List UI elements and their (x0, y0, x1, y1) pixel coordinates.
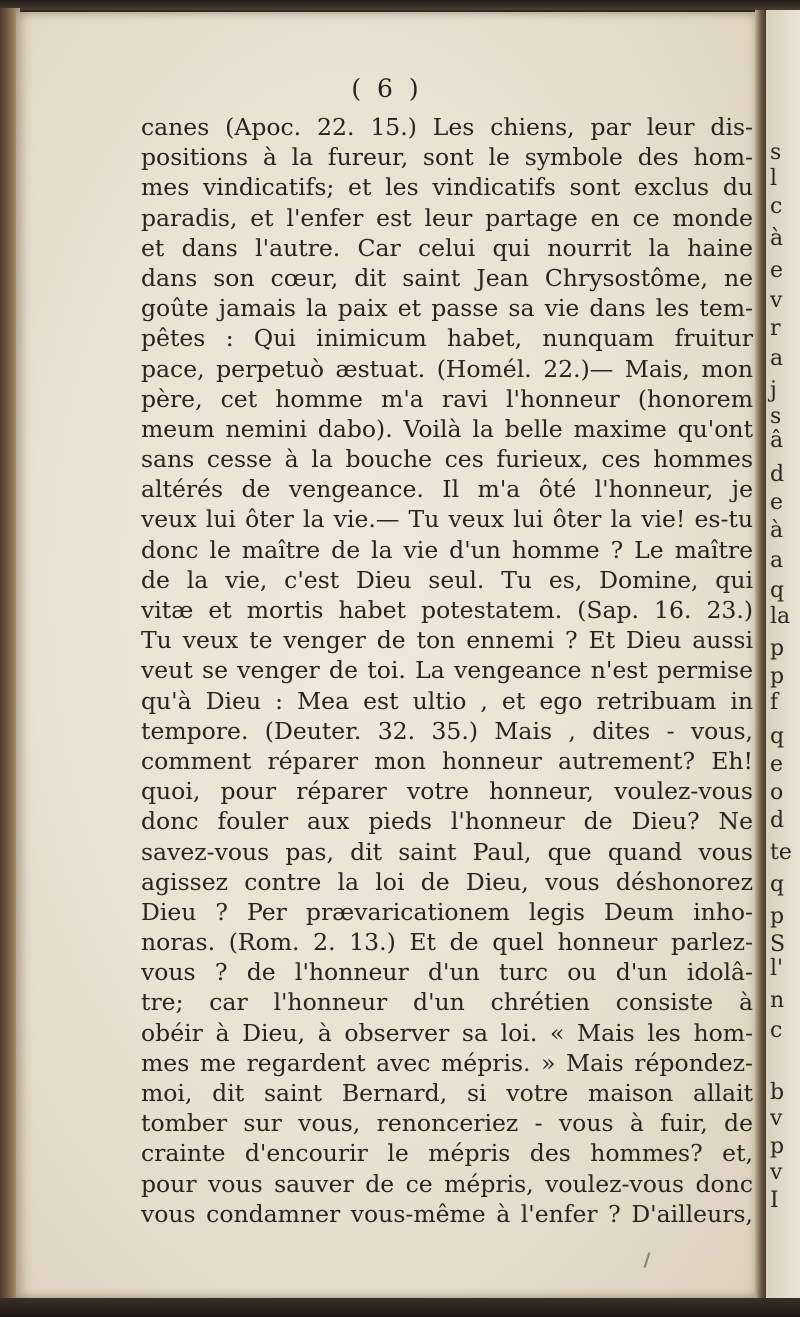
facing-page-fragment: à (770, 518, 784, 543)
text-line: quoi, pour réparer votre honneur, voulez-vous (141, 777, 753, 806)
text-line: donc le maître de la vie d'un homme ? Le maître (141, 535, 753, 564)
facing-page-fragment: S (770, 932, 786, 957)
facing-page-fragment: p (770, 664, 785, 689)
facing-page-fragment: la (770, 604, 791, 629)
page-number: ( 6 ) (351, 74, 423, 103)
facing-page-fragment: â (770, 428, 784, 453)
text-line: canes (Apoc. 22. 15.) Les chiens, par leur dis- (141, 113, 753, 141)
facing-page-fragment: n (770, 988, 785, 1013)
facing-page-fragment: I (770, 1188, 779, 1213)
facing-page-fragment: q (770, 724, 785, 749)
text-line: altérés de vengeance. Il m'a ôté l'honneur, je (141, 475, 753, 504)
text-line: qu'à Dieu : Mea est ultio , et ego retribuam in (141, 686, 753, 715)
scan-bottom-edge (0, 1298, 800, 1317)
body-text (141, 112, 753, 1229)
facing-page-fragment: p (770, 1134, 785, 1159)
text-line: vitæ et mortis habet potestatem. (Sap. 16. 23.) (141, 596, 753, 624)
facing-page-fragment: v (770, 1106, 783, 1131)
text-line: Dieu ? Per prævaricationem legis Deum inho- (141, 897, 753, 926)
text-line: meum nemini dabo). Voilà la belle maxime qu'ont (141, 414, 753, 443)
book-page (16, 12, 758, 1298)
text-line: tre; car l'honneur d'un chrétien consiste à (141, 988, 753, 1017)
text-line: comment réparer mon honneur autrement? Eh! (141, 746, 753, 775)
text-line: veux lui ôter la vie.— Tu veux lui ôter la vie! es-tu (141, 505, 753, 534)
text-line: vous ? de l'honneur d'un turc ou d'un idolâ- (141, 958, 753, 987)
text-line: mes vindicatifs; et les vindicatifs sont exclus du (141, 173, 753, 202)
facing-page-fragment: l (770, 166, 778, 191)
facing-page-fragment: o (770, 780, 784, 805)
facing-page-fragment: s (770, 404, 782, 429)
text-line: père, cet homme m'a ravi l'honneur (honorem (141, 384, 753, 413)
text-line: pace, perpetuò æstuat. (Homél. 22.)— Mais, mon (141, 354, 753, 383)
facing-page-fragment: à (770, 226, 784, 251)
facing-page-fragment: s (770, 140, 782, 165)
paper-mark (644, 1252, 651, 1268)
text-line: positions à la fureur, sont le symbole des hom- (141, 143, 753, 172)
facing-page-fragment: a (770, 346, 784, 371)
text-line: vous condamner vous-même à l'enfer ? D'ailleurs, (141, 1199, 753, 1228)
text-line: sans cesse à la bouche ces furieux, ces hommes (141, 445, 753, 474)
text-line: de la vie, c'est Dieu seul. Tu es, Domine, qui (141, 565, 753, 594)
facing-page-fragment: v (770, 1160, 783, 1185)
text-line: et dans l'autre. Car celui qui nourrit la haine (141, 233, 753, 262)
text-line: moi, dit saint Bernard, si votre maison allait (141, 1079, 753, 1107)
facing-page-fragment: l' (770, 956, 784, 981)
facing-page-fragment: j (770, 378, 777, 403)
facing-page-edge (766, 10, 800, 1300)
text-line: goûte jamais la paix et passe sa vie dans les tem- (141, 294, 753, 323)
facing-page-fragment: d (770, 462, 785, 487)
facing-page-fragment: b (770, 1080, 785, 1105)
text-line: tempore. (Deuter. 32. 35.) Mais , dites - vous, (141, 716, 753, 745)
facing-page-fragment: te (770, 840, 792, 865)
text-line: pêtes : Qui inimicum habet, nunquam fruitur (141, 324, 753, 353)
text-line: tomber sur vous, renonceriez - vous à fuir, de (141, 1109, 753, 1138)
text-line: obéir à Dieu, à observer sa loi. « Mais les hom- (141, 1018, 753, 1047)
facing-page-fragment: r (770, 316, 781, 341)
text-line: veut se venger de toi. La vengeance n'est permise (141, 656, 753, 685)
facing-page-fragment: a (770, 548, 784, 573)
text-line: agissez contre la loi de Dieu, vous déshonorez (141, 867, 753, 896)
text-line: noras. (Rom. 2. 13.) Et de quel honneur parlez- (141, 928, 753, 957)
facing-page-fragment: q (770, 578, 785, 603)
facing-page-fragment: f (770, 690, 779, 715)
facing-page-fragment: c (770, 1018, 783, 1043)
facing-page-fragment: c (770, 194, 783, 219)
facing-page-fragment: v (770, 288, 783, 313)
scan-top-edge (0, 0, 800, 10)
facing-page-fragment: p (770, 636, 785, 661)
text-line: paradis, et l'enfer est leur partage en ce monde (141, 203, 753, 232)
text-line: pour vous sauver de ce mépris, voulez-vous donc (141, 1169, 753, 1198)
facing-page-fragment: e (770, 258, 784, 283)
text-line: Tu veux te venger de ton ennemi ? Et Dieu aussi (141, 626, 753, 655)
facing-page-fragment: e (770, 752, 784, 777)
text-line: savez-vous pas, dit saint Paul, que quand vous (141, 837, 753, 866)
facing-page-fragment: e (770, 490, 784, 515)
facing-page-fragment: p (770, 904, 785, 929)
text-line: crainte d'encourir le mépris des hommes? et, (141, 1139, 753, 1168)
text-line: donc fouler aux pieds l'honneur de Dieu? Ne (141, 807, 753, 836)
facing-page-fragment: d (770, 808, 785, 833)
text-line: mes me regardent avec mépris. » Mais répondez- (141, 1048, 753, 1077)
text-line: dans son cœur, dit saint Jean Chrysostôme, ne (141, 263, 753, 292)
facing-page-fragment: q (770, 872, 785, 897)
